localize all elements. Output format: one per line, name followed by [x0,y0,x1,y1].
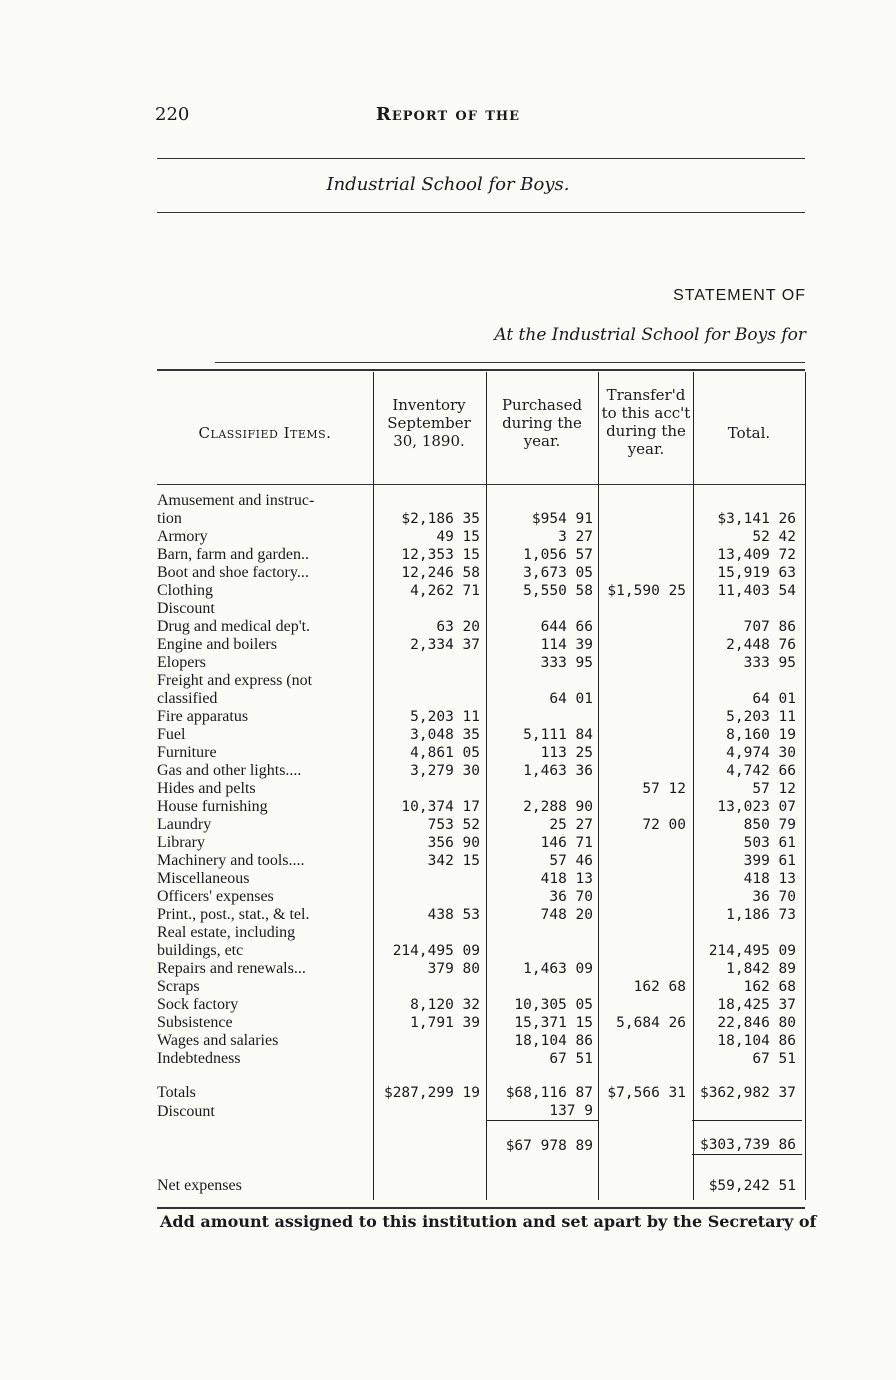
header-classified-items: Classified Items. [198,424,332,442]
table-row [157,744,802,762]
table-row [157,672,802,690]
transferred-cell [599,600,692,618]
transferred-cell [599,1050,692,1068]
column-divider-5 [805,372,806,1200]
purchased-cell: 18,104 86 [514,1033,593,1049]
inventory-cell: 63 20 [436,619,480,635]
transferred-cell [599,942,692,960]
item-name: Clothing [157,582,214,599]
purchased-cell [486,780,599,798]
purchased-cell: 57 46 [549,853,593,869]
table-row [157,492,802,510]
item-name: Freight and express (not [157,672,313,689]
subtotal-row [157,1121,802,1155]
item-name: Fuel [157,726,186,743]
purchased-cell: 113 25 [540,745,593,761]
header-purchased: Purchased during the year. [501,396,583,450]
table-row [157,960,802,978]
item-name: Amusement and instruc- [157,492,315,509]
transferred-cell: 72 00 [642,817,686,833]
table-row [157,600,802,618]
item-name: Boot and shoe factory... [157,564,309,581]
total-cell [692,672,802,690]
net-transferred [599,1155,692,1195]
discount-label: Discount [157,1102,215,1120]
discount-row [157,1102,802,1121]
inventory-cell [373,1032,486,1050]
item-name: Indebtedness [157,1050,241,1067]
table-row [157,708,802,726]
table-row [157,996,802,1014]
discount-transferred [599,1102,692,1121]
purchased-cell: 25 27 [549,817,593,833]
total-cell: 399 61 [743,853,796,869]
transferred-cell: 5,684 26 [616,1015,686,1031]
item-name: Armory [157,528,208,545]
total-cell: 13,023 07 [717,799,796,815]
page-number: 220 [155,104,190,125]
purchased-cell [486,978,599,996]
purchased-cell [486,708,599,726]
transferred-cell [599,888,692,906]
transferred-cell [599,852,692,870]
discount-inventory [373,1102,486,1121]
header-transferred: Transfer'd to this acc't during the year. [601,386,691,458]
table-row [157,852,802,870]
total-cell: 11,403 54 [717,583,796,599]
table-body [157,492,802,1195]
subtotal-inventory [373,1121,486,1155]
totals-purchased: $68,116 87 [505,1085,593,1101]
total-cell [692,924,802,942]
footer-line: Add amount assigned to this institution and set apart by the Secretary of [160,1212,817,1231]
purchased-cell: 15,371 15 [514,1015,593,1031]
purchased-cell: 644 66 [540,619,593,635]
transferred-cell [599,528,692,546]
table-row [157,942,802,960]
inventory-cell: 4,861 05 [410,745,480,761]
inventory-cell: 10,374 17 [401,799,480,815]
purchased-cell [486,672,599,690]
total-cell: 18,104 86 [717,1033,796,1049]
purchased-cell: 1,056 57 [523,547,593,563]
total-cell: 162 68 [743,979,796,995]
inventory-cell [373,690,486,708]
inventory-cell [373,672,486,690]
inventory-cell: 12,353 15 [401,547,480,563]
total-cell: 18,425 37 [717,997,796,1013]
item-name: Gas and other lights.... [157,762,302,779]
transferred-cell: $1,590 25 [607,583,686,599]
inventory-cell: 12,246 58 [401,565,480,581]
item-name: Furniture [157,744,217,761]
item-name: Repairs and renewals... [157,960,306,977]
item-name: Discount [157,600,215,617]
item-name: Sock factory [157,996,239,1013]
total-cell: 707 86 [743,619,796,635]
table-row [157,582,802,600]
net-expenses-total: $59,242 51 [692,1155,802,1195]
table-row [157,1014,802,1032]
item-name: Engine and boilers [157,636,277,653]
purchased-cell: 64 01 [549,691,593,707]
purchased-cell: 5,111 84 [523,727,593,743]
total-cell: $3,141 26 [717,511,796,527]
table-row [157,762,802,780]
total-cell: 67 51 [752,1051,796,1067]
transferred-cell [599,726,692,744]
table-row [157,528,802,546]
table-row [157,978,802,996]
discount-purchased: 137 9 [549,1103,593,1119]
inventory-cell [373,492,486,510]
statement-subheading: At the Industrial School for Boys for [494,325,806,345]
table-row [157,618,802,636]
transferred-cell [599,510,692,528]
total-cell: 4,974 30 [726,745,796,761]
item-name: Laundry [157,816,212,833]
inventory-cell: 8,120 32 [410,997,480,1013]
transferred-cell [599,708,692,726]
total-cell: 333 95 [743,655,796,671]
totals-transferred: $7,566 31 [607,1085,686,1101]
item-name: Wages and salaries [157,1032,279,1049]
purchased-cell: 3,673 05 [523,565,593,581]
purchased-cell: 1,463 09 [523,961,593,977]
item-name: Barn, farm and garden.. [157,546,309,563]
transferred-cell [599,690,692,708]
purchased-cell [486,924,599,942]
purchased-cell: 114 39 [540,637,593,653]
inventory-cell: 5,203 11 [410,709,480,725]
page-subtitle: Industrial School for Boys. [326,174,570,195]
transferred-cell [599,798,692,816]
inventory-cell: 379 80 [427,961,480,977]
item-name: Scraps [157,978,200,995]
total-cell: 8,160 19 [726,727,796,743]
transferred-cell [599,960,692,978]
total-cell: 64 01 [752,691,796,707]
transferred-cell [599,834,692,852]
table-rule-bottom [157,1207,805,1209]
item-name: Print., post., stat., & tel. [157,906,310,923]
table-row [157,726,802,744]
table-row [157,1050,802,1068]
item-name: classified [157,690,218,707]
transferred-cell [599,996,692,1014]
purchased-cell: 1,463 36 [523,763,593,779]
inventory-cell: 3,279 30 [410,763,480,779]
total-cell: 57 12 [752,781,796,797]
transferred-cell [599,1032,692,1050]
inventory-cell [373,924,486,942]
total-cell: 850 79 [743,817,796,833]
transferred-cell: 57 12 [642,781,686,797]
total-cell: 418 13 [743,871,796,887]
inventory-cell: 438 53 [427,907,480,923]
total-cell: 13,409 72 [717,547,796,563]
item-name: Subsistence [157,1014,233,1031]
total-cell [692,492,802,510]
transferred-cell [599,546,692,564]
inventory-cell: 3,048 35 [410,727,480,743]
item-name: House furnishing [157,798,268,815]
transferred-cell [599,870,692,888]
total-cell: 214,495 09 [708,943,796,959]
totals-total: $362,982 37 [699,1085,796,1101]
item-name: Fire apparatus [157,708,249,725]
transferred-cell [599,924,692,942]
totals-row [157,1068,802,1102]
table-row [157,780,802,798]
purchased-cell: 333 95 [540,655,593,671]
inventory-cell [373,870,486,888]
totals-inventory: $287,299 19 [383,1085,480,1101]
purchased-cell: $954 91 [531,511,593,527]
total-cell: 15,919 63 [717,565,796,581]
table-row [157,888,802,906]
inventory-cell [373,978,486,996]
total-cell [692,600,802,618]
table-rule-top [157,369,805,371]
table-row [157,510,802,528]
inventory-cell [373,654,486,672]
net-inventory [373,1155,486,1195]
subtotal-purchased: $67 978 89 [486,1121,599,1155]
total-cell: 5,203 11 [726,709,796,725]
purchased-cell: 67 51 [549,1051,593,1067]
header-total: Total. [727,424,771,442]
header-rule-bottom [157,212,805,213]
net-expenses-row [157,1155,802,1195]
total-cell: 22,846 80 [717,1015,796,1031]
table-row [157,690,802,708]
transferred-cell [599,618,692,636]
item-name: Miscellaneous [157,870,250,887]
transferred-cell [599,636,692,654]
purchased-cell [486,492,599,510]
item-name: Hides and pelts [157,780,256,797]
subtotal-transferred [599,1121,692,1155]
net-expenses-label: Net expenses [157,1176,242,1194]
inventory-cell [373,888,486,906]
inventory-cell: 49 15 [436,529,480,545]
item-name: Machinery and tools.... [157,852,305,869]
inventory-cell: $2,186 35 [401,511,480,527]
item-name: Library [157,834,205,851]
header-inventory: Inventory September 30, 1890. [387,396,471,450]
purchased-cell: 748 20 [540,907,593,923]
transferred-cell [599,906,692,924]
item-name: Drug and medical dep't. [157,618,311,635]
table-row [157,870,802,888]
transferred-cell [599,762,692,780]
transferred-cell [599,654,692,672]
purchased-cell: 146 71 [540,835,593,851]
item-name: buildings, etc [157,942,244,959]
table-row [157,654,802,672]
total-cell: 4,742 66 [726,763,796,779]
table-row [157,1032,802,1050]
purchased-cell: 3 27 [558,529,593,545]
total-cell: 1,186 73 [726,907,796,923]
header-bottom-rule [157,484,805,485]
purchased-cell: 418 13 [540,871,593,887]
discount-total [692,1102,802,1121]
table-row [157,546,802,564]
purchased-cell: 36 70 [549,889,593,905]
table-row [157,636,802,654]
total-cell: 503 61 [743,835,796,851]
inventory-cell: 4,262 71 [410,583,480,599]
classified-items-table [157,492,802,1195]
item-name: Real estate, including [157,924,296,941]
subtotal-total: $303,739 86 [692,1121,802,1155]
inventory-cell: 1,791 39 [410,1015,480,1031]
inventory-cell: 753 52 [427,817,480,833]
purchased-cell: 10,305 05 [514,997,593,1013]
purchased-cell [486,942,599,960]
transferred-cell: 162 68 [633,979,686,995]
total-cell: 52 42 [752,529,796,545]
inventory-cell: 214,495 09 [392,943,480,959]
item-name: Officers' expenses [157,888,274,905]
table-rule-double-a [215,362,805,363]
purchased-cell [486,600,599,618]
purchased-cell: 5,550 58 [523,583,593,599]
table-row [157,924,802,942]
inventory-cell [373,780,486,798]
transferred-cell [599,564,692,582]
running-head: Report of the [375,104,521,125]
totals-label: Totals [157,1084,196,1101]
inventory-cell: 342 15 [427,853,480,869]
statement-heading: STATEMENT OF [673,287,806,304]
subtotal-label [157,1121,373,1155]
inventory-cell: 2,334 37 [410,637,480,653]
transferred-cell [599,744,692,762]
transferred-cell [599,492,692,510]
total-cell: 36 70 [752,889,796,905]
total-cell: 1,842 89 [726,961,796,977]
table-row [157,906,802,924]
item-name: tion [157,510,182,527]
purchased-cell: 2,288 90 [523,799,593,815]
inventory-cell: 356 90 [427,835,480,851]
table-row [157,834,802,852]
item-name: Elopers [157,654,206,671]
inventory-cell [373,600,486,618]
table-row [157,816,802,834]
header-rule-top [157,158,805,159]
inventory-cell [373,1050,486,1068]
table-row [157,798,802,816]
net-purchased [486,1155,599,1195]
transferred-cell [599,672,692,690]
table-row [157,564,802,582]
total-cell: 2,448 76 [726,637,796,653]
